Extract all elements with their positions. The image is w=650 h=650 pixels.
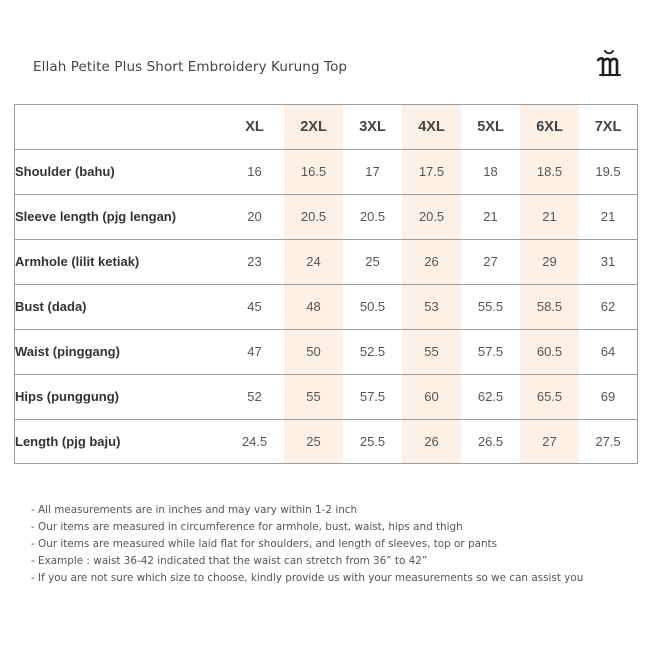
size-chart bbox=[14, 104, 638, 464]
table-row bbox=[15, 419, 637, 464]
measurement-value: 57.5 bbox=[461, 329, 520, 374]
header-row bbox=[15, 105, 637, 149]
measurement-value: 57.5 bbox=[343, 374, 402, 419]
measurement-value: 69 bbox=[579, 374, 637, 419]
measurement-value: 24.5 bbox=[225, 419, 284, 464]
note-item: - Our items are measured in circumference for armhole, bust, waist, hips and thigh bbox=[31, 521, 463, 533]
brand-m-logo-icon bbox=[596, 46, 630, 80]
measurement-value: 21 bbox=[579, 194, 637, 239]
measurement-value: 25 bbox=[284, 419, 343, 464]
measurement-label: Bust (dada) bbox=[15, 284, 225, 329]
notes-list bbox=[31, 502, 583, 587]
measurement-value: 55 bbox=[284, 374, 343, 419]
measurement-value: 26.5 bbox=[461, 419, 520, 464]
measurement-value: 65.5 bbox=[520, 374, 579, 419]
note-item: - If you are not sure which size to choose, kindly provide us with your measurements so we can assist you bbox=[31, 572, 584, 584]
measurement-value: 21 bbox=[520, 194, 579, 239]
table-row bbox=[15, 374, 637, 419]
measurement-label: Hips (punggung) bbox=[15, 374, 225, 419]
table-row bbox=[15, 329, 637, 374]
measurement-value: 25.5 bbox=[343, 419, 402, 464]
measurement-value: 62.5 bbox=[461, 374, 520, 419]
measurement-label: Shoulder (bahu) bbox=[15, 149, 225, 194]
measurement-value: 27.5 bbox=[579, 419, 637, 464]
measurement-value: 29 bbox=[520, 239, 579, 284]
measurement-value: 62 bbox=[579, 284, 637, 329]
measurement-value: 26 bbox=[402, 239, 461, 284]
measurement-value: 58.5 bbox=[520, 284, 579, 329]
note-item: - Our items are measured while laid flat for shoulders, and length of sleeves, top or pants bbox=[31, 538, 498, 550]
measurement-value: 17.5 bbox=[402, 149, 461, 194]
measurement-value: 50 bbox=[284, 329, 343, 374]
measurement-value: 20 bbox=[225, 194, 284, 239]
measurement-value: 31 bbox=[579, 239, 637, 284]
size-table-body bbox=[15, 105, 637, 464]
size-header-4xl: 4XL bbox=[418, 118, 445, 135]
note-item: - Example : waist 36-42 indicated that the waist can stretch from 36” to 42” bbox=[31, 555, 428, 567]
note-item: - All measurements are in inches and may vary within 1-2 inch bbox=[31, 504, 358, 516]
measurement-value: 60.5 bbox=[520, 329, 579, 374]
measurement-value: 64 bbox=[579, 329, 637, 374]
measurement-label: Armhole (lilit ketiak) bbox=[15, 239, 225, 284]
measurement-value: 45 bbox=[225, 284, 284, 329]
measurement-label: Waist (pinggang) bbox=[15, 329, 225, 374]
size-header-2xl: 2XL bbox=[300, 118, 327, 135]
measurement-value: 18 bbox=[461, 149, 520, 194]
page-title: Ellah Petite Plus Short Embroidery Kurung Top bbox=[33, 59, 348, 75]
measurement-value: 25 bbox=[343, 239, 402, 284]
measurement-value: 19.5 bbox=[579, 149, 637, 194]
measurement-value: 60 bbox=[402, 374, 461, 419]
measurement-value: 53 bbox=[402, 284, 461, 329]
measurement-value: 52.5 bbox=[343, 329, 402, 374]
size-header-6xl: 6XL bbox=[536, 118, 563, 135]
measurement-value: 52 bbox=[225, 374, 284, 419]
measurement-value: 50.5 bbox=[343, 284, 402, 329]
header-corner-cell bbox=[15, 105, 225, 149]
measurement-value: 55 bbox=[402, 329, 461, 374]
measurement-label: Sleeve length (pjg lengan) bbox=[15, 194, 225, 239]
table-row bbox=[15, 149, 637, 194]
size-header-7xl: 7XL bbox=[594, 118, 622, 135]
measurement-value: 18.5 bbox=[520, 149, 579, 194]
table-row bbox=[15, 194, 637, 239]
measurement-value: 47 bbox=[225, 329, 284, 374]
size-table bbox=[15, 105, 637, 464]
measurement-value: 23 bbox=[225, 239, 284, 284]
measurement-value: 21 bbox=[461, 194, 520, 239]
measurement-value: 55.5 bbox=[461, 284, 520, 329]
measurement-value: 17 bbox=[343, 149, 402, 194]
measurement-value: 24 bbox=[284, 239, 343, 284]
measurement-value: 20.5 bbox=[343, 194, 402, 239]
measurement-label: Length (pjg baju) bbox=[15, 419, 225, 464]
table-row bbox=[15, 284, 637, 329]
measurement-value: 27 bbox=[461, 239, 520, 284]
size-header-3xl: 3XL bbox=[359, 118, 386, 135]
measurement-value: 16.5 bbox=[284, 149, 343, 194]
measurement-value: 20.5 bbox=[402, 194, 461, 239]
size-header-5xl: 5XL bbox=[477, 118, 504, 135]
measurement-value: 48 bbox=[284, 284, 343, 329]
measurement-value: 16 bbox=[225, 149, 284, 194]
measurement-value: 20.5 bbox=[284, 194, 343, 239]
measurement-value: 27 bbox=[520, 419, 579, 464]
size-header-xl: XL bbox=[245, 118, 264, 135]
measurement-value: 26 bbox=[402, 419, 461, 464]
table-row bbox=[15, 239, 637, 284]
